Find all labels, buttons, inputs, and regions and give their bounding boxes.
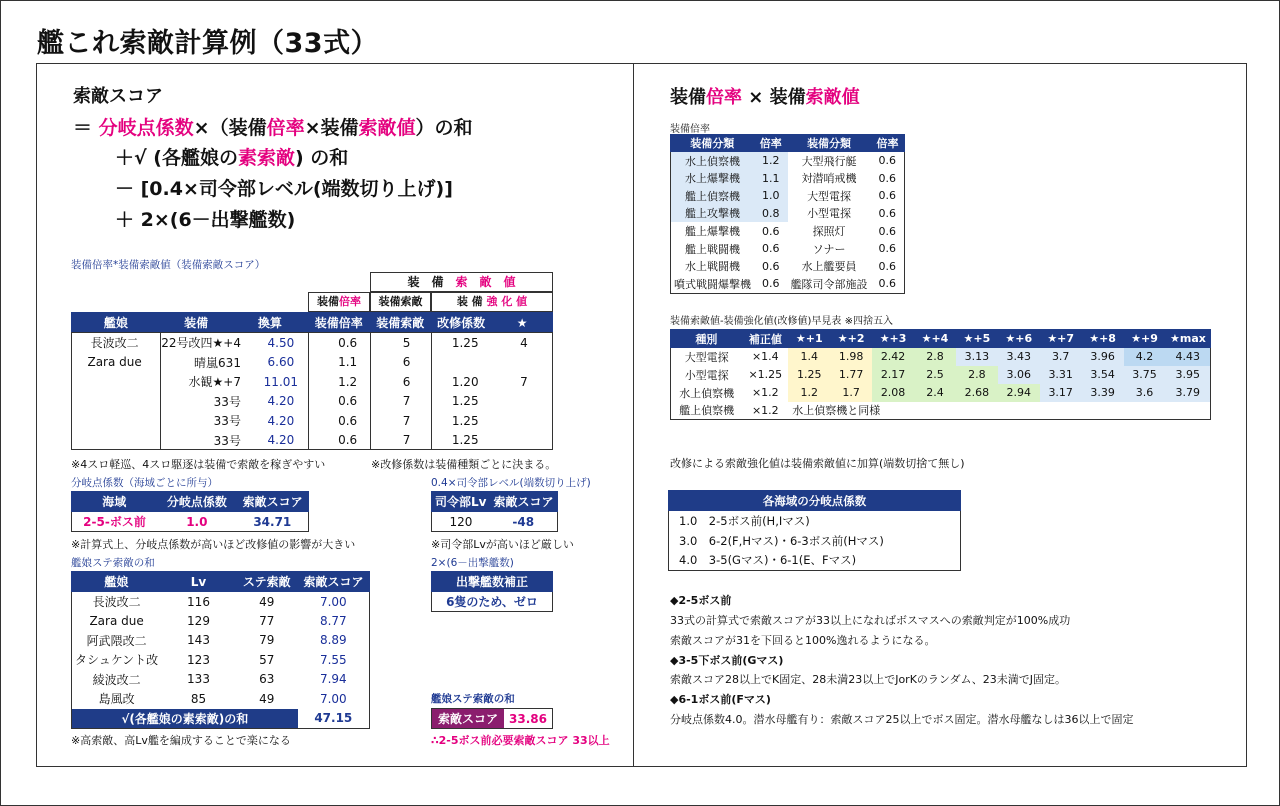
kaishu-cell: 3.13 bbox=[956, 348, 998, 366]
table-row bbox=[71, 431, 553, 451]
mult-cell: 0.6 bbox=[762, 259, 780, 273]
ship-cell: 63 bbox=[259, 672, 275, 687]
equip-cell: 22号改四★+4 bbox=[161, 336, 241, 351]
kaishu-cell: 2.17 bbox=[872, 366, 914, 384]
ship-cell: 49 bbox=[259, 691, 275, 706]
sum-row bbox=[432, 709, 553, 729]
mult-header-row bbox=[671, 135, 905, 152]
ship-cell: 133 bbox=[187, 672, 210, 687]
mult-cell: 水上艦要員 bbox=[801, 260, 857, 274]
kaishu-cell: 3.06 bbox=[998, 366, 1040, 384]
area-table bbox=[668, 490, 961, 571]
mult-cell: 水上偵察機 bbox=[671, 152, 755, 170]
kaishu-cell: 2.8 bbox=[914, 348, 956, 366]
kaishu-th: ★+4 bbox=[914, 330, 956, 348]
ship-th-score: 索敵スコア bbox=[298, 572, 370, 592]
ship-note: ※高索敵、高Lv艦を編成することで楽になる bbox=[71, 734, 291, 747]
ship-total-label: √(各艦娘の素索敵)の和 bbox=[72, 709, 298, 729]
area-cell: 4.0 3-5(Gマス)・6-1(E、Fマス) bbox=[679, 553, 857, 568]
equip-table-body bbox=[71, 333, 553, 450]
equip-cell bbox=[71, 372, 158, 392]
equip-cell: 4 bbox=[520, 335, 528, 350]
ship-cell: Zara due bbox=[89, 613, 144, 628]
kaishu-table bbox=[670, 329, 1211, 420]
equip-cell bbox=[71, 411, 158, 431]
ship-th-ship: 艦娘 bbox=[72, 572, 162, 592]
kaishu-cell: 1.98 bbox=[830, 348, 872, 366]
equip-cell bbox=[71, 431, 158, 451]
kaishu-cell: 1.4 bbox=[788, 348, 830, 366]
table-row bbox=[71, 392, 553, 412]
branch-note: ※計算式上、分岐点係数が高いほど改修値の影響が大きい bbox=[71, 538, 356, 551]
mult-cell: 0.6 bbox=[762, 242, 780, 256]
ship-cell: 長波改二 bbox=[92, 595, 141, 609]
ship-header-row bbox=[72, 572, 370, 592]
ship-cell: 綾波改二 bbox=[92, 672, 141, 687]
ship-cell: 116 bbox=[187, 594, 210, 609]
ship-cell: 143 bbox=[187, 633, 210, 648]
equip-cell: 0.6 bbox=[338, 394, 358, 409]
mult-cell: 対潜哨戒機 bbox=[801, 172, 857, 186]
mult-cell: 水上爆撃機 bbox=[671, 169, 755, 187]
fleet-value: 6隻のため、ゼロ bbox=[446, 595, 538, 609]
right-title: 装備倍率 × 装備索敵値 bbox=[670, 87, 860, 108]
branch-caption: 分岐点係数（海域ごとに所与） bbox=[71, 477, 218, 489]
fleet-header-row bbox=[432, 572, 553, 592]
mult-cell: 小型電探 bbox=[807, 207, 852, 221]
equip-cell: 7 bbox=[402, 433, 411, 448]
branch-cell-area: 2-5-ボス前 bbox=[83, 515, 146, 529]
hq-cell-score: -48 bbox=[512, 514, 535, 529]
equip-cell bbox=[436, 353, 495, 373]
equip-cell: 1.2 bbox=[338, 374, 358, 389]
ship-cell: 8.77 bbox=[319, 613, 347, 628]
sum-conclusion: ∴2-5ボス前必要索敵スコア 33以上 bbox=[431, 734, 610, 747]
page-title: 艦これ索敵計算例（33式） bbox=[37, 28, 379, 59]
branch-th-score: 索敵スコア bbox=[237, 492, 309, 512]
table-row bbox=[671, 402, 1211, 420]
branch-header-row bbox=[72, 492, 309, 512]
equip-cell: 6.60 bbox=[267, 355, 295, 370]
section-25-line1: 33式の計算式で索敵スコアが33以上になればボスマスへの索敵判定が100%成功 bbox=[670, 614, 1071, 627]
formula-line-1: 索敵スコア bbox=[73, 86, 163, 107]
table-row bbox=[71, 411, 553, 431]
kaishu-th: ★+3 bbox=[872, 330, 914, 348]
equip-cell: 7 bbox=[402, 394, 411, 409]
kaishu-header-row bbox=[671, 330, 1211, 348]
branch-th-area: 海域 bbox=[72, 492, 158, 512]
equip-subheader-kyouka: 装 備 強 化 値 bbox=[431, 292, 553, 312]
ship-cell: 7.00 bbox=[319, 594, 347, 609]
hq-caption: 0.4×司令部レベル(端数切り上げ) bbox=[431, 477, 591, 489]
ship-total-value: 47.15 bbox=[314, 711, 353, 726]
kaishu-cell: 3.6 bbox=[1124, 384, 1166, 402]
equip-cell: 水観★+7 bbox=[188, 375, 241, 390]
kaishu-cell: 1.25 bbox=[788, 366, 830, 384]
hq-th-score: 索敵スコア bbox=[490, 492, 557, 512]
table-row bbox=[671, 152, 905, 170]
section-61-line1: 分岐点係数4.0。潜水母艦有り：索敵スコア25以上でボス固定。潜水母艦なしは36以上で固定 bbox=[670, 713, 1134, 726]
kaishu-cell: 2.42 bbox=[872, 348, 914, 366]
kaishu-cell: 1.2 bbox=[788, 384, 830, 402]
ship-cell: 57 bbox=[259, 652, 275, 667]
mult-cell: 探照灯 bbox=[812, 225, 846, 239]
kaishu-cell: 小型電探 bbox=[684, 368, 729, 382]
equip-cell: 1.20 bbox=[451, 374, 479, 389]
formula-line-2: ＝ 分岐点係数×（装備倍率×装備索敵値）の和 bbox=[73, 117, 473, 139]
equip-cell: 33号 bbox=[213, 433, 241, 448]
hq-table bbox=[431, 491, 558, 532]
ship-th-lv: Lv bbox=[161, 572, 236, 592]
kaishu-cell: 艦上偵察機 bbox=[679, 404, 735, 418]
mult-cell: 1.2 bbox=[754, 152, 788, 170]
branch-cell-factor: 1.0 bbox=[186, 514, 208, 529]
equip-cell: 33号 bbox=[213, 394, 241, 409]
equip-cell: 11.01 bbox=[263, 374, 299, 389]
mult-cell: 0.6 bbox=[878, 154, 897, 168]
equip-cell: 1.25 bbox=[451, 335, 479, 350]
equip-cell: 0.6 bbox=[338, 335, 358, 350]
equip-th-equip: 装備 bbox=[160, 313, 232, 333]
mult-cell: 0.6 bbox=[878, 171, 897, 185]
ship-table bbox=[71, 571, 370, 729]
ship-cell: 7.94 bbox=[319, 672, 347, 687]
kaishu-cell: 3.79 bbox=[1165, 384, 1210, 402]
equip-cell bbox=[495, 411, 553, 431]
mult-cell: 0.6 bbox=[878, 189, 897, 203]
branch-table bbox=[71, 491, 309, 532]
kaishu-cell: 2.4 bbox=[914, 384, 956, 402]
table-row bbox=[72, 670, 370, 690]
mult-cell: 1.0 bbox=[754, 187, 788, 205]
kaishu-cell: 3.31 bbox=[1040, 366, 1082, 384]
fleet-caption: 2×(6－出撃艦数) bbox=[431, 557, 514, 569]
ship-cell: 8.89 bbox=[319, 633, 347, 648]
branch-cell-score: 34.71 bbox=[253, 514, 292, 529]
equip-cell bbox=[71, 392, 158, 412]
kaishu-cell: 3.17 bbox=[1040, 384, 1082, 402]
table-row bbox=[432, 592, 553, 612]
kaishu-cell: ×1.4 bbox=[751, 350, 779, 364]
mult-cell: 水上戦闘機 bbox=[685, 260, 740, 274]
ship-cell: 79 bbox=[259, 633, 275, 648]
equip-table-caption: 装備倍率*装備索敵値（装備索敵スコア） bbox=[71, 259, 266, 271]
kaishu-cell: 2.8 bbox=[956, 366, 998, 384]
kaishu-th: ★+2 bbox=[830, 330, 872, 348]
mult-cell: 艦上攻撃機 bbox=[671, 205, 755, 223]
ship-total-row bbox=[72, 709, 370, 729]
mult-cell: 0.6 bbox=[878, 224, 897, 238]
ship-cell: 129 bbox=[187, 613, 210, 628]
equip-cell: 7 bbox=[402, 413, 411, 428]
equip-cell: 7 bbox=[520, 374, 528, 389]
table-row bbox=[671, 222, 905, 240]
hq-cell-lv: 120 bbox=[449, 514, 473, 529]
kaishu-th: ★max bbox=[1165, 330, 1210, 348]
equip-cell: 33号 bbox=[213, 414, 241, 429]
mult-cell: 0.6 bbox=[878, 242, 897, 256]
table-row bbox=[671, 169, 905, 187]
content-frame bbox=[36, 63, 1247, 767]
section-25-title: ◆2-5ボス前 bbox=[670, 594, 732, 607]
kaishu-cell: 3.7 bbox=[1040, 348, 1082, 366]
mult-cell: 0.6 bbox=[878, 206, 897, 220]
section-25-line2: 索敵スコアが31を下回ると100%逸れるようになる。 bbox=[670, 634, 936, 647]
kaishu-cell: 水上偵察機 bbox=[679, 386, 735, 400]
equip-cell: 6 bbox=[402, 355, 411, 370]
kaishu-cell: ×1.2 bbox=[751, 386, 779, 399]
ship-cell: 123 bbox=[187, 652, 210, 667]
equip-th-star: ★ bbox=[492, 313, 553, 333]
kaishu-cell: 3.95 bbox=[1165, 366, 1210, 384]
table-row bbox=[671, 275, 905, 293]
hq-th-lv: 司令部Lv bbox=[432, 492, 490, 512]
table-row bbox=[72, 689, 370, 709]
mult-cell: 艦上戦闘機 bbox=[685, 242, 740, 256]
kaishu-th: ★+7 bbox=[1040, 330, 1082, 348]
mult-cell: 艦上偵察機 bbox=[671, 187, 755, 205]
table-row bbox=[671, 348, 1211, 366]
ship-th-stat: ステ索敵 bbox=[236, 572, 298, 592]
table-row bbox=[72, 592, 370, 612]
table-row bbox=[671, 205, 905, 223]
kaishu-cell: 2.68 bbox=[956, 384, 998, 402]
equip-cell bbox=[495, 353, 553, 373]
mult-cell: ソナー bbox=[812, 242, 846, 256]
formula-line-3: ＋√ (各艦娘の素索敵) の和 bbox=[115, 147, 349, 169]
kaishu-th: ★+9 bbox=[1124, 330, 1166, 348]
kaishu-cell: 水上偵察機と同様 bbox=[792, 404, 881, 418]
table-row bbox=[671, 366, 1211, 384]
ship-cell: 阿武隈改二 bbox=[86, 633, 147, 648]
mult-th: 装備分類 bbox=[671, 135, 755, 152]
ship-cell: 7.55 bbox=[319, 652, 347, 667]
equip-subheader-sakuteki: 装備索敵 bbox=[370, 292, 431, 312]
kaishu-cell: 2.08 bbox=[872, 384, 914, 402]
equip-cell: 0.6 bbox=[338, 433, 358, 448]
kaishu-cell: 4.43 bbox=[1165, 348, 1210, 366]
equip-cell: 1.25 bbox=[451, 394, 479, 409]
equip-cell: 晴嵐631 bbox=[194, 355, 241, 370]
equip-cell: 5 bbox=[402, 335, 411, 350]
kaishu-cell: 1.7 bbox=[830, 384, 872, 402]
mult-cell: 艦上爆撃機 bbox=[685, 225, 740, 239]
table-row bbox=[432, 512, 558, 532]
kaishu-cell: 3.96 bbox=[1082, 348, 1124, 366]
ship-cell: 85 bbox=[190, 691, 207, 706]
sum-caption: 艦娘ステ索敵の和 bbox=[431, 693, 515, 705]
equip-table-header-row bbox=[72, 313, 553, 333]
mult-th: 倍率 bbox=[871, 135, 905, 152]
equip-note-right: ※改修係数は装備種類ごとに決まる。 bbox=[371, 458, 557, 471]
ship-cell: 島風改 bbox=[98, 692, 135, 707]
kaishu-th: ★+6 bbox=[998, 330, 1040, 348]
table-row bbox=[669, 531, 961, 551]
section-35-title: ◆3-5下ボス前(Gマス) bbox=[670, 654, 784, 667]
equip-cell bbox=[495, 431, 553, 451]
area-header-row bbox=[669, 491, 961, 511]
equip-note-left: ※4スロ軽巡、4スロ駆逐は装備で索敵を稼ぎやすい bbox=[71, 458, 326, 471]
equip-cell: 1.1 bbox=[338, 355, 358, 370]
kaishu-th: ★+5 bbox=[956, 330, 998, 348]
equip-cell: 長波改二 bbox=[90, 336, 139, 351]
kaishu-th: ★+1 bbox=[788, 330, 830, 348]
mult-cell: 0.6 bbox=[762, 277, 780, 291]
center-divider bbox=[633, 64, 634, 766]
equip-th-keisu: 改修係数 bbox=[431, 313, 492, 333]
equip-th-bairitsu: 装備倍率 bbox=[308, 313, 370, 333]
table-row bbox=[71, 333, 553, 353]
ship-cell: 49 bbox=[259, 594, 275, 609]
equip-cell bbox=[495, 392, 553, 412]
kaishu-cell: 3.39 bbox=[1082, 384, 1124, 402]
kaishu-cell: ×1.2 bbox=[751, 403, 779, 417]
equip-cell: 4.20 bbox=[267, 394, 295, 409]
kaishu-cell: ×1.25 bbox=[748, 368, 783, 381]
equip-th-sakuteki: 装備索敵 bbox=[370, 313, 431, 333]
kaishu-note: 改修による索敵強化値は装備索敵値に加算(端数切捨て無し) bbox=[670, 457, 965, 470]
formula-line-5: ＋ 2×(6－出撃艦数) bbox=[115, 209, 296, 231]
table-row bbox=[71, 372, 553, 392]
mult-caption: 装備倍率 bbox=[670, 124, 710, 135]
equip-top-header: 装 備 索 敵 値 bbox=[370, 272, 553, 292]
equip-table bbox=[71, 312, 553, 333]
kaishu-th: ★+8 bbox=[1082, 330, 1124, 348]
equip-cell: Zara due bbox=[87, 355, 142, 370]
ship-caption: 艦娘ステ索敵の和 bbox=[71, 557, 155, 569]
branch-th-factor: 分岐点係数 bbox=[157, 492, 237, 512]
section-35-line1: 索敵スコア28以上でK固定、28未満23以上でJorKのランダム、23未満でJ固定。 bbox=[670, 673, 1067, 686]
table-row bbox=[71, 353, 553, 373]
mult-cell: 大型電探 bbox=[807, 189, 852, 203]
equip-th-ship: 艦娘 bbox=[72, 313, 161, 333]
table-row bbox=[669, 551, 961, 571]
table-row bbox=[72, 631, 370, 651]
equip-cell: 6 bbox=[402, 374, 411, 389]
table-row bbox=[671, 384, 1211, 402]
mult-th: 装備分類 bbox=[788, 135, 871, 152]
equip-cell: 1.25 bbox=[451, 433, 479, 448]
fleet-table bbox=[431, 571, 553, 612]
table-row bbox=[671, 187, 905, 205]
mult-cell: 0.6 bbox=[762, 224, 780, 238]
formula-line-4: － [0.4×司令部レベル(端数切り上げ)] bbox=[115, 178, 453, 200]
kaishu-cell: 2.5 bbox=[914, 366, 956, 384]
equip-cell: 1.25 bbox=[451, 413, 479, 428]
kaishu-cell: 1.77 bbox=[830, 366, 872, 384]
mult-th: 倍率 bbox=[754, 135, 788, 152]
hq-header-row bbox=[432, 492, 558, 512]
equip-cell: 4.20 bbox=[267, 413, 295, 428]
mult-cell: 1.1 bbox=[754, 169, 788, 187]
mult-cell: 0.8 bbox=[754, 205, 788, 223]
table-row bbox=[72, 650, 370, 670]
kaishu-cell: 3.43 bbox=[998, 348, 1040, 366]
table-row bbox=[671, 258, 905, 276]
ship-cell: 77 bbox=[259, 613, 275, 628]
kaishu-th: 種別 bbox=[671, 330, 743, 348]
sum-value: 33.86 bbox=[509, 711, 547, 726]
fleet-th: 出撃艦数補正 bbox=[432, 572, 553, 592]
equip-subheader-bairitsu: 装備倍率 bbox=[308, 292, 370, 312]
table-row bbox=[669, 511, 961, 531]
mult-cell: 0.6 bbox=[878, 277, 897, 291]
area-cell: 3.0 6-2(F,Hマス)・6-3ボス前(Hマス) bbox=[679, 533, 884, 548]
hq-note: ※司令部Lvが高いほど厳しい bbox=[431, 538, 574, 551]
kaishu-th: 補正値 bbox=[742, 330, 788, 348]
table-row bbox=[72, 611, 370, 631]
mult-table bbox=[670, 134, 905, 294]
kaishu-cell: 4.2 bbox=[1124, 348, 1166, 366]
kaishu-cell: 2.94 bbox=[998, 384, 1040, 402]
sum-label: 索敵スコア bbox=[432, 709, 505, 729]
kaishu-caption: 装備索敵値-装備強化値(改修値)早見表 ※四捨五入 bbox=[670, 316, 893, 327]
area-th: 各海域の分岐点係数 bbox=[669, 491, 961, 511]
kaishu-cell: 3.75 bbox=[1124, 366, 1166, 384]
equip-cell: 4.20 bbox=[267, 433, 295, 448]
equip-cell: 4.50 bbox=[267, 335, 295, 350]
table-row bbox=[72, 512, 309, 532]
mult-cell: 0.6 bbox=[878, 259, 897, 273]
ship-cell: 7.00 bbox=[319, 691, 347, 706]
ship-cell: タシュケント改 bbox=[75, 653, 159, 668]
mult-cell: 噴式戦闘爆撃機 bbox=[674, 277, 751, 291]
table-row bbox=[671, 240, 905, 258]
kaishu-cell: 3.54 bbox=[1082, 366, 1124, 384]
section-61-title: ◆6-1ボス前(Fマス) bbox=[670, 693, 771, 706]
equip-th-kansan: 換算 bbox=[232, 313, 308, 333]
equip-cell: 0.6 bbox=[338, 413, 358, 428]
sum-box bbox=[431, 708, 553, 729]
mult-cell: 艦隊司令部施設 bbox=[790, 277, 868, 291]
kaishu-cell: 大型電探 bbox=[684, 350, 729, 364]
area-cell: 1.0 2-5ボス前(H,Iマス) bbox=[679, 513, 810, 528]
mult-cell: 大型飛行艇 bbox=[801, 154, 857, 168]
